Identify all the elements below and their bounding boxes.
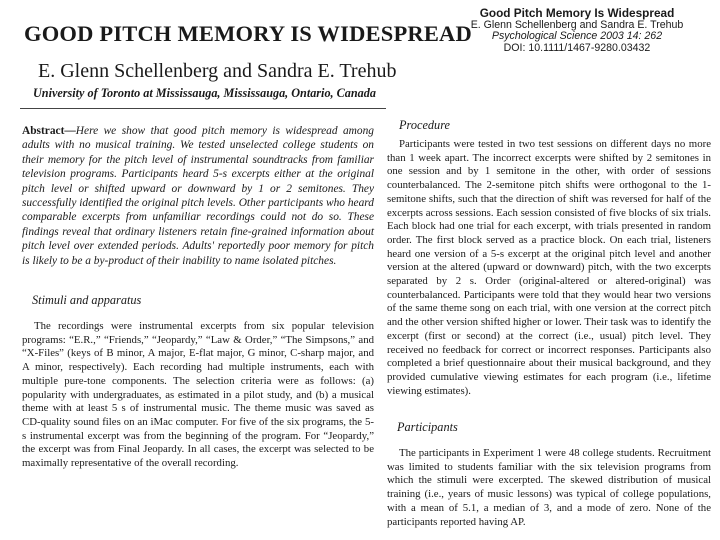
abstract-label: Abstract— [22, 125, 76, 137]
participants-heading: Participants [397, 420, 458, 434]
procedure-heading: Procedure [399, 118, 450, 132]
stimuli-heading: Stimuli and apparatus [32, 293, 142, 307]
citation-title: Good Pitch Memory Is Widespread [479, 6, 675, 20]
citation-journal: Psychological Science 2003 14: 262 [491, 30, 663, 43]
abstract-paragraph [22, 124, 374, 268]
paper-title: GOOD PITCH MEMORY IS WIDESPREAD [24, 21, 472, 46]
stimuli-paragraph: The recordings were instrumental excerpts from six popular television programs: “E.R.,” “Friends,” “Jeopardy,” “Law & Order,” “The Simpsons,” and “X-Files” (keys of B minor, A major, E-flat major, G minor, C-sharp major, and A minor, respectively). Each recording had multiple instruments, each with multiple pure-tone components. The selection criteria were as follows: (a) popularity with undergraduates, as estimated in a pilot study, and (b) a musical theme with at least 5 s of instrumental music. The theme music was saved as CD-quality sound files on an iMac computer. For five of the six programs, the 5-s instrumental excerpt was from the beginning of the program. For “Jeopardy,” the excerpt was from Final Jeopardy. In all cases, the excerpt was selected to be maximally representative of the overall recording. [22, 320, 374, 470]
citation-doi: DOI: 10.1111/1467-9280.03432 [503, 41, 651, 54]
abstract-text: Here we show that good pitch memory is widespread among adults with no musical training. We tested unselected college students on their memory for the pitch level of instrumental soundtracks from familiar television programs. Participants heard 5-s excerpts either at the original pitch level or shifted upward or downward by 1 or 2 semitones. They successfully identified the original pitch levels. Other participants who heard comparable excerpts from unfamiliar recordings could not do so. These findings reveal that ordinary listeners retain fine-grained information about pitch level over extended periods. Adults' reportedly poor memory for pitch is likely to be a by-product of their inability to name isolated pitches. [22, 125, 375, 267]
paper-affiliation: University of Toronto at Mississauga, Mississauga, Ontario, Canada [33, 86, 376, 100]
procedure-paragraph: Participants were tested in two test sessions on different days no more than 1 week apart. The incorrect excerpts were shifted by 2 semitones in one session and by 1 semitone in the other, with order of sessions counterbalanced. The 2-semitone pitch shifts were orthogonal to the 1-semitone shifts, such that the direction of shift was reversed for half of the excerpts across sessions. Each session consisted of five blocks of six trials. Each block had one trial for each excerpt, with trials presented in random order. The first block served as a practice block. On each trial, listeners heard one version of a 5-s excerpt at the original pitch level and another version at the altered (upward or downward) pitch, with the two excerpts separated by 2 s. Order (original-altered or altered-original) was counterbalanced. Participants were told that they would hear two versions of the same theme song on each trial, with one version at the correct pitch and the other version shifted higher or lower. Their task was to identify the excerpt (first or second) at the correct (i.e., usual) pitch level. They received no feedback for correct or incorrect responses. Participants also completed a brief questionnaire about their musical background, and they provided cumulative viewing estimates for each program (i.e., lifetime viewing estimates). [387, 138, 711, 397]
title-divider [20, 108, 386, 109]
participants-paragraph: The participants in Experiment 1 were 48 college students. Recruitment was limited to students familiar with the six television programs from which the stimuli were excerpted. The skewed distribution of musical training (i.e., years of music lessons) was typical of college populations, with a mean of 5.1, a median of 3, and a mode of zero. None of the participants reported having AP. [387, 447, 711, 528]
citation-authors: E. Glenn Schellenberg and Sandra E. Trehub [470, 18, 684, 31]
paper-authors: E. Glenn Schellenberg and Sandra E. Trehub [38, 60, 397, 82]
citation-block [452, 8, 702, 54]
